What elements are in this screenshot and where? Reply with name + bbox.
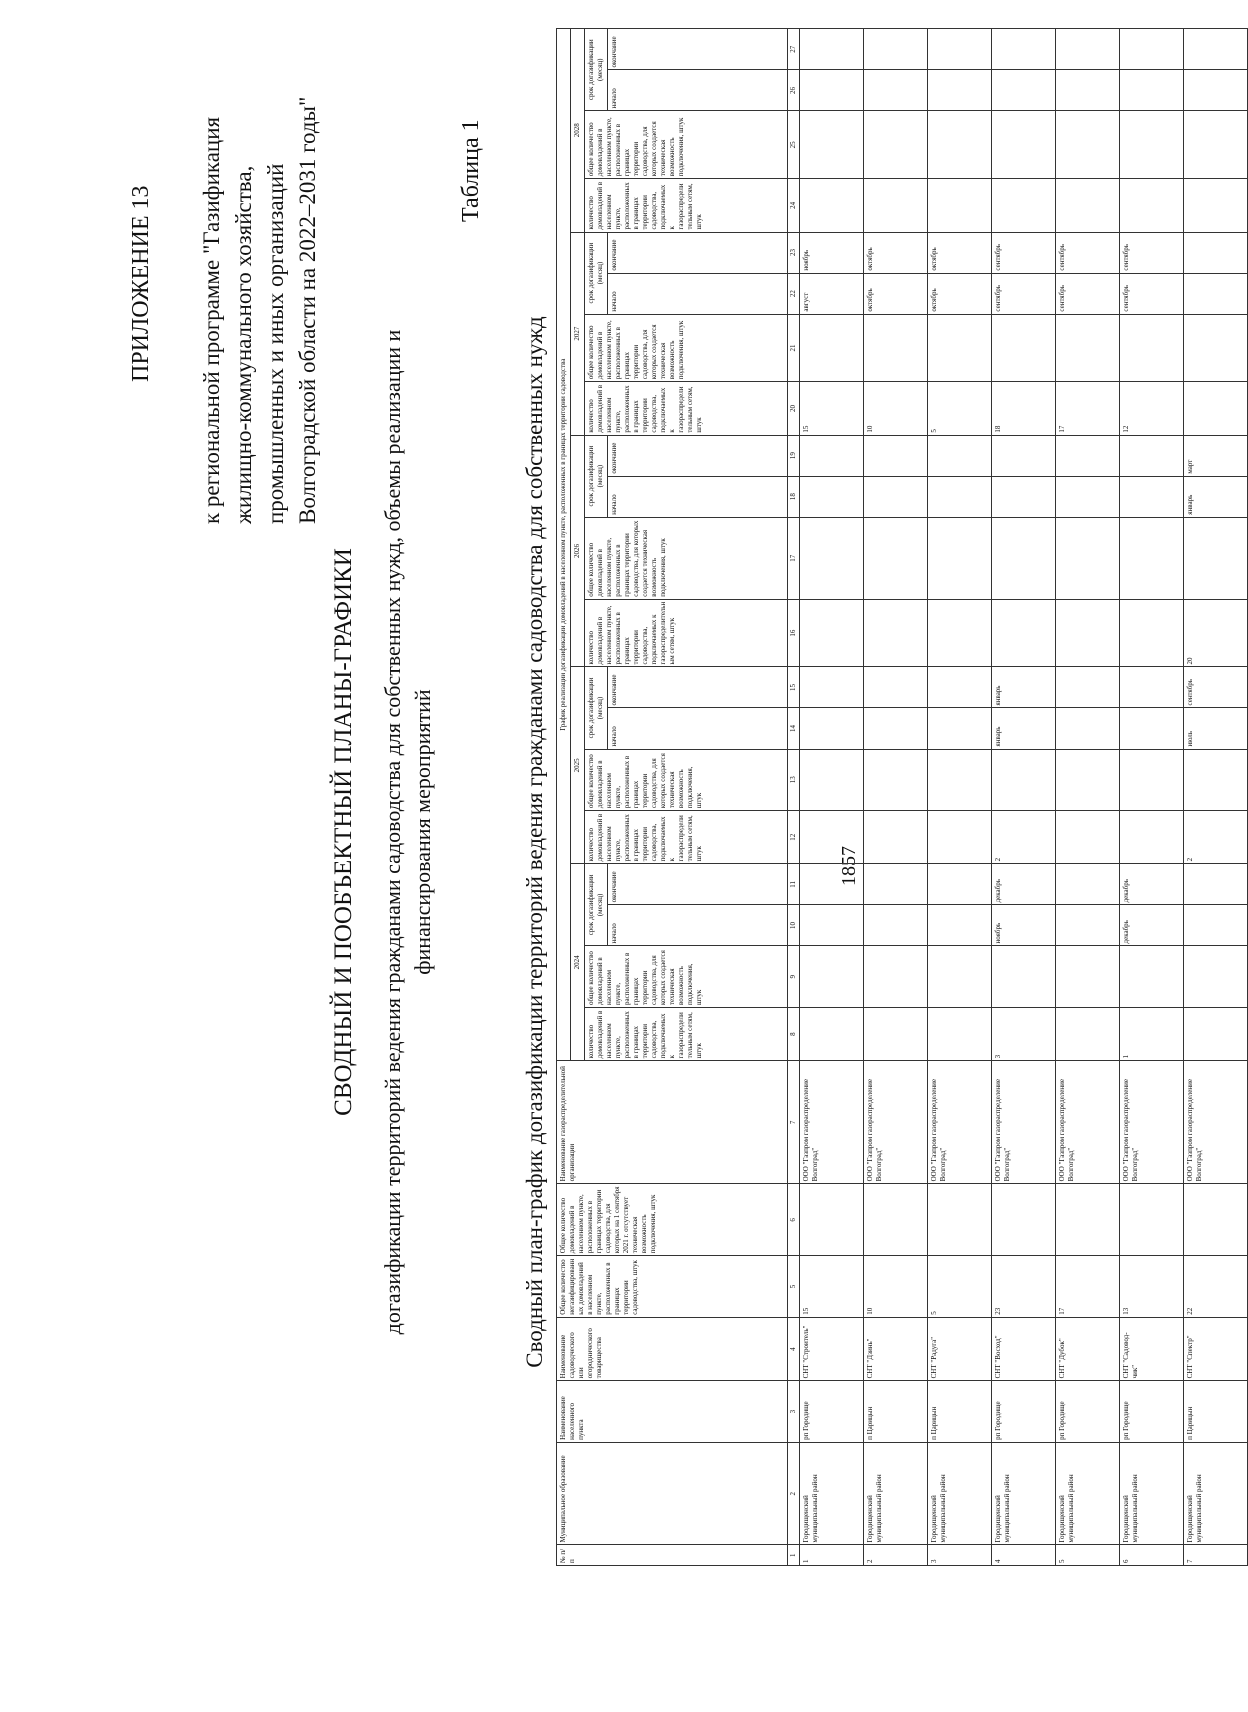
col-number: 2 — [788, 1442, 800, 1545]
cell-empty — [1184, 29, 1248, 70]
cell-empty — [1184, 70, 1248, 111]
col-number: 4 — [788, 1317, 800, 1381]
cell-c15: январь — [992, 667, 1056, 708]
cell-c20: 18 — [992, 382, 1056, 435]
col-number: 24 — [788, 179, 800, 232]
cell-empty — [1120, 70, 1184, 111]
cell-c15 — [928, 667, 992, 708]
program-line: к региональной программе "Газификация — [199, 116, 224, 524]
header-year: 2026 — [571, 435, 585, 667]
program-line: Волгоградской области на 2022–2031 годы" — [295, 96, 320, 524]
table-caption: Сводный план-график догазификации территорий ведения гражданами садоводства для собственных нужд — [522, 316, 547, 1368]
cell-c16 — [864, 599, 928, 667]
header-total-households: Общее количество негазифицированных домовладений в населенном пункте, расположенных в границах территории садоводства, штук — [557, 1256, 788, 1318]
cell-c23: октябрь — [864, 232, 928, 273]
cell-c6 — [928, 1184, 992, 1256]
cell-n: 1 — [800, 1545, 864, 1566]
cell-snt: СНТ "Дзинь" — [864, 1317, 928, 1381]
cell-empty — [800, 29, 864, 70]
cell-c11 — [800, 864, 864, 905]
cell-c8 — [800, 1008, 864, 1061]
cell-c9 — [864, 946, 928, 1008]
cell-c15 — [864, 667, 928, 708]
cell-c5: 10 — [864, 1256, 928, 1318]
cell-c14 — [1056, 708, 1120, 749]
cell-c19: март — [1184, 435, 1248, 476]
cell-empty — [928, 29, 992, 70]
cell-gdo: ООО "Газпром газораспределение Волгоград" — [1120, 1061, 1184, 1184]
cell-gdo: ООО "Газпром газораспределение Волгоград" — [992, 1061, 1056, 1184]
col-number: 1 — [788, 1545, 800, 1566]
cell-c9 — [1120, 946, 1184, 1008]
cell-c22: сентябрь — [992, 273, 1056, 314]
cell-c8 — [864, 1008, 928, 1061]
cell-c22: сентябрь — [1056, 273, 1120, 314]
appendix-heading: ПРИЛОЖЕНИЕ 13 — [128, 185, 154, 382]
cell-mun: Городищенский муниципальный район — [928, 1442, 992, 1545]
cell-c9 — [928, 946, 992, 1008]
cell-c17 — [1184, 517, 1248, 599]
cell-empty — [1120, 179, 1184, 232]
cell-c16 — [928, 599, 992, 667]
cell-n: 6 — [1120, 1545, 1184, 1566]
cell-empty — [928, 111, 992, 179]
program-line: жилищно-коммунального хозяйства, — [231, 165, 256, 524]
cell-c12: 2 — [1184, 811, 1248, 864]
header-year: 2027 — [571, 232, 585, 435]
col-number: 15 — [788, 667, 800, 708]
cell-c18 — [1120, 476, 1184, 517]
cell-c13 — [1056, 749, 1120, 811]
cell-c6 — [800, 1184, 864, 1256]
cell-settlement: п Царицын — [928, 1381, 992, 1443]
cell-c14: январь — [992, 708, 1056, 749]
cell-settlement: п Царицын — [1184, 1381, 1248, 1443]
cell-gdo: ООО "Газпром газораспределение Волгоград" — [1184, 1061, 1248, 1184]
cell-c17 — [1120, 517, 1184, 599]
cell-settlement: рп Городище — [1120, 1381, 1184, 1443]
header-num: № п/п — [557, 1545, 788, 1566]
cell-c13 — [1184, 749, 1248, 811]
cell-c23: ноябрь — [800, 232, 864, 273]
cell-empty — [800, 70, 864, 111]
cell-c10 — [864, 905, 928, 946]
header-total: общее количество домовладений в населенном пункте, расположенных в границах территории садоводства, для которых создается техническая возможность подключения, штук — [585, 517, 788, 599]
cell-empty — [1056, 111, 1120, 179]
table-row — [1184, 29, 1248, 1566]
cell-c18 — [928, 476, 992, 517]
cell-c20: 17 — [1056, 382, 1120, 435]
cell-empty — [992, 70, 1056, 111]
cell-snt: СНТ "Дубок" — [1056, 1317, 1120, 1381]
cell-c8: 1 — [1120, 1008, 1184, 1061]
cell-settlement: рп Городище — [992, 1381, 1056, 1443]
table-row — [800, 29, 864, 1566]
header-end: окончание — [608, 232, 788, 273]
header-total: общее количество домовладений в населенном пункте, расположенных в границах территории садоводства, для которых создается техническая возможность подключения, штук — [585, 946, 788, 1008]
cell-c11: декабрь — [1120, 864, 1184, 905]
cell-snt: СНТ "Садовод-чик" — [1120, 1317, 1184, 1381]
header-year: 2025 — [571, 667, 585, 864]
table-row — [928, 29, 992, 1566]
col-number: 7 — [788, 1061, 800, 1184]
table-label: Таблица 1 — [458, 119, 484, 222]
cell-c20: 10 — [864, 382, 928, 435]
header-term: срок догазификации (месяц) — [585, 435, 608, 517]
cell-c13 — [800, 749, 864, 811]
table-row — [1120, 29, 1184, 1566]
cell-c10 — [928, 905, 992, 946]
cell-c23 — [1184, 232, 1248, 273]
cell-c21 — [800, 314, 864, 382]
cell-gdo: ООО "Газпром газораспределение Волгоград" — [1056, 1061, 1120, 1184]
cell-c15 — [1056, 667, 1120, 708]
cell-c17 — [864, 517, 928, 599]
cell-c9 — [1056, 946, 1120, 1008]
header-households: количество домовладений в населенном пункте, расположенных в границах территории садоводства, подключаемых к газораспределительным сетям, штук — [585, 382, 788, 435]
header-total: общее количество домовладений в населенном пункте, расположенных в границах территории садоводства, для которых создается техническая возможность подключения, штук — [585, 111, 788, 179]
header-households: количество домовладений в населенном пункте, расположенных в границах территории садоводства, подключаемых к газораспределительным сетям, штук — [585, 599, 788, 667]
cell-c21 — [1120, 314, 1184, 382]
cell-c17 — [1056, 517, 1120, 599]
cell-empty — [800, 111, 864, 179]
header-households: количество домовладений в населенном пункте, расположенных в границах территории садоводства, подключаемых к газораспределительным сетям, штук — [585, 1008, 788, 1061]
cell-c9 — [1184, 946, 1248, 1008]
cell-c19 — [864, 435, 928, 476]
cell-c23: сентябрь — [1120, 232, 1184, 273]
cell-n: 4 — [992, 1545, 1056, 1566]
header-schedule: График реализации догазификации домовладений в населенном пункте, расположенных в границах территории садоводства — [557, 29, 571, 1061]
cell-c12 — [800, 811, 864, 864]
cell-c18 — [864, 476, 928, 517]
cell-c5: 15 — [800, 1256, 864, 1318]
cell-c15 — [1120, 667, 1184, 708]
cell-c8 — [928, 1008, 992, 1061]
cell-c13 — [1120, 749, 1184, 811]
col-number: 23 — [788, 232, 800, 273]
cell-empty — [1056, 70, 1120, 111]
cell-empty — [992, 179, 1056, 232]
cell-c9 — [992, 946, 1056, 1008]
cell-c22 — [1184, 273, 1248, 314]
cell-settlement: п Царицын — [864, 1381, 928, 1443]
col-number: 16 — [788, 599, 800, 667]
cell-c5: 22 — [1184, 1256, 1248, 1318]
cell-c19 — [928, 435, 992, 476]
cell-c5: 13 — [1120, 1256, 1184, 1318]
cell-empty — [864, 70, 928, 111]
cell-c10 — [1056, 905, 1120, 946]
cell-c19 — [1056, 435, 1120, 476]
cell-c20 — [1184, 382, 1248, 435]
col-number: 17 — [788, 517, 800, 599]
cell-c11 — [864, 864, 928, 905]
program-reference — [196, 44, 324, 524]
header-partnership: Наименование садоводческого или огороднического товарищества — [557, 1317, 788, 1381]
cell-mun: Городищенский муниципальный район — [992, 1442, 1056, 1545]
cell-c12: 2 — [992, 811, 1056, 864]
cell-empty — [1184, 179, 1248, 232]
cell-snt: СНТ "Восход" — [992, 1317, 1056, 1381]
header-start: начало — [608, 476, 788, 517]
cell-settlement: рп Городище — [800, 1381, 864, 1443]
cell-n: 7 — [1184, 1545, 1248, 1566]
cell-c23: сентябрь — [992, 232, 1056, 273]
header-term: срок догазификации (месяц) — [585, 232, 608, 314]
cell-c13 — [992, 749, 1056, 811]
cell-mun: Городищенский муниципальный район — [800, 1442, 864, 1545]
cell-empty — [864, 179, 928, 232]
cell-c18 — [1056, 476, 1120, 517]
header-households: количество домовладений в населенном пункте, расположенных в границах территории садоводства, подключаемых к газораспределительным сетям, штук — [585, 811, 788, 864]
cell-c16 — [1056, 599, 1120, 667]
cell-c17 — [928, 517, 992, 599]
cell-c18 — [800, 476, 864, 517]
cell-mun: Городищенский муниципальный район — [1120, 1442, 1184, 1545]
header-year: 2028 — [571, 29, 585, 233]
cell-c8: 3 — [992, 1008, 1056, 1061]
cell-empty — [928, 70, 992, 111]
cell-c18 — [992, 476, 1056, 517]
cell-c12 — [864, 811, 928, 864]
cell-c20: 12 — [1120, 382, 1184, 435]
cell-c10: декабрь — [1120, 905, 1184, 946]
page-number: 1857 — [838, 846, 860, 886]
cell-c10 — [800, 905, 864, 946]
col-number: 6 — [788, 1184, 800, 1256]
table-row — [864, 29, 928, 1566]
cell-c20: 5 — [928, 382, 992, 435]
cell-c19 — [800, 435, 864, 476]
col-number: 14 — [788, 708, 800, 749]
header-households: количество домовладений в населенном пункте, расположенных в границах территории садоводства, подключаемых к газораспределительным сетям, штук — [585, 179, 788, 232]
cell-gdo: ООО "Газпром газораспределение Волгоград" — [864, 1061, 928, 1184]
cell-c8 — [1184, 1008, 1248, 1061]
cell-c14 — [800, 708, 864, 749]
cell-snt: СНТ "Радуга" — [928, 1317, 992, 1381]
cell-gdo: ООО "Газпром газораспределение Волгоград" — [800, 1061, 864, 1184]
cell-c23: сентябрь — [1056, 232, 1120, 273]
cell-c6 — [1120, 1184, 1184, 1256]
header-term: срок догазификации (месяц) — [585, 667, 608, 749]
cell-c11 — [928, 864, 992, 905]
col-number: 3 — [788, 1381, 800, 1443]
cell-c23: октябрь — [928, 232, 992, 273]
cell-c16 — [800, 599, 864, 667]
header-year: 2024 — [571, 864, 585, 1061]
cell-mun: Городищенский муниципальный район — [864, 1442, 928, 1545]
cell-empty — [1120, 29, 1184, 70]
cell-c6 — [864, 1184, 928, 1256]
col-number: 11 — [788, 864, 800, 905]
cell-c18: январь — [1184, 476, 1248, 517]
cell-c16: 20 — [1184, 599, 1248, 667]
header-end: окончание — [608, 667, 788, 708]
header-end: окончание — [608, 29, 788, 70]
cell-c5: 17 — [1056, 1256, 1120, 1318]
cell-c5: 23 — [992, 1256, 1056, 1318]
cell-c11: декабрь — [992, 864, 1056, 905]
document-title: СВОДНЫЙ И ПООБЪЕКТНЫЙ ПЛАНЫ-ГРАФИКИ — [330, 548, 357, 1116]
cell-c14 — [1120, 708, 1184, 749]
cell-c21 — [1056, 314, 1120, 382]
cell-c11 — [1056, 864, 1120, 905]
cell-c12 — [1056, 811, 1120, 864]
header-start: начало — [608, 273, 788, 314]
cell-n: 5 — [1056, 1545, 1120, 1566]
cell-c21 — [1184, 314, 1248, 382]
cell-empty — [1184, 111, 1248, 179]
header-term: срок догазификации (месяц) — [585, 29, 608, 112]
cell-c13 — [864, 749, 928, 811]
cell-empty — [864, 29, 928, 70]
cell-c15: сентябрь — [1184, 667, 1248, 708]
col-number: 13 — [788, 749, 800, 811]
col-number: 20 — [788, 382, 800, 435]
col-number: 5 — [788, 1256, 800, 1318]
header-term: срок догазификации (месяц) — [585, 864, 608, 946]
col-number: 10 — [788, 905, 800, 946]
cell-c14: июль — [1184, 708, 1248, 749]
cell-mun: Городищенский муниципальный район — [1056, 1442, 1120, 1545]
cell-c12 — [928, 811, 992, 864]
header-start: начало — [608, 70, 788, 111]
col-number: 21 — [788, 314, 800, 382]
cell-n: 3 — [928, 1545, 992, 1566]
header-start: начало — [608, 708, 788, 749]
cell-c22: октябрь — [928, 273, 992, 314]
cell-c8 — [1056, 1008, 1120, 1061]
cell-c16 — [992, 599, 1056, 667]
col-number: 12 — [788, 811, 800, 864]
header-total-tech: Общее количество домовладений в населенном пункте, расположенных в границах территории садоводства, для которых на 1 сентября 2021 г. отсутствует техническая возможность подключения, штук — [557, 1184, 788, 1256]
cell-mun: Городищенский муниципальный район — [1184, 1442, 1248, 1545]
cell-n: 2 — [864, 1545, 928, 1566]
cell-empty — [1120, 111, 1184, 179]
cell-empty — [1056, 29, 1120, 70]
header-end: окончание — [608, 864, 788, 905]
col-number: 19 — [788, 435, 800, 476]
cell-c14 — [864, 708, 928, 749]
cell-c16 — [1120, 599, 1184, 667]
table-row — [992, 29, 1056, 1566]
cell-c17 — [992, 517, 1056, 599]
cell-c21 — [992, 314, 1056, 382]
cell-c22: сентябрь — [1120, 273, 1184, 314]
table-body — [800, 29, 1248, 1566]
col-number: 9 — [788, 946, 800, 1008]
col-number: 25 — [788, 111, 800, 179]
cell-c17 — [800, 517, 864, 599]
cell-snt: СНТ "Спектр" — [1184, 1317, 1248, 1381]
cell-c20: 15 — [800, 382, 864, 435]
header-settlement: Наименование населенного пункта — [557, 1381, 788, 1443]
header-start: начало — [608, 905, 788, 946]
cell-c10 — [1184, 905, 1248, 946]
col-number: 8 — [788, 1008, 800, 1061]
header-total: общее количество домовладений в населенном пункте, расположенных в границах территории садоводства, для которых создается техническая возможность подключения, штук — [585, 314, 788, 382]
col-number: 27 — [788, 29, 800, 70]
table-row — [1056, 29, 1120, 1566]
col-number: 26 — [788, 70, 800, 111]
program-line: промышленных и иных организаций — [263, 163, 288, 524]
col-number: 18 — [788, 476, 800, 517]
cell-c6 — [1184, 1184, 1248, 1256]
cell-c11 — [1184, 864, 1248, 905]
cell-settlement: рп Городище — [1056, 1381, 1120, 1443]
cell-gdo: ООО "Газпром газораспределение Волгоград" — [928, 1061, 992, 1184]
cell-empty — [992, 111, 1056, 179]
header-gdo: Наименование газораспределительной организации — [557, 1061, 788, 1184]
header-total: общее количество домовладений в населенном пункте, расположенных в границах территории садоводства, для которых создается техническая возможность подключения, штук — [585, 749, 788, 811]
cell-empty — [928, 179, 992, 232]
cell-c19 — [992, 435, 1056, 476]
cell-c6 — [992, 1184, 1056, 1256]
cell-c13 — [928, 749, 992, 811]
header-municipality: Муниципальное образование — [557, 1442, 788, 1545]
cell-c22: август — [800, 273, 864, 314]
cell-empty — [800, 179, 864, 232]
document-subtitle: догазификации территорий ведения гражданами садоводства для собственных нужд, объемы реализации и финансирования мероприятий — [380, 329, 435, 1335]
cell-empty — [1056, 179, 1120, 232]
cell-empty — [992, 29, 1056, 70]
cell-c14 — [928, 708, 992, 749]
col-number: 22 — [788, 273, 800, 314]
cell-c21 — [928, 314, 992, 382]
cell-c22: октябрь — [864, 273, 928, 314]
cell-empty — [864, 111, 928, 179]
cell-c5: 5 — [928, 1256, 992, 1318]
schedule-table — [556, 28, 1248, 1566]
cell-c9 — [800, 946, 864, 1008]
cell-c19 — [1120, 435, 1184, 476]
header-end: окончание — [608, 435, 788, 476]
cell-c15 — [800, 667, 864, 708]
cell-c21 — [864, 314, 928, 382]
cell-snt: СНТ "Строитель" — [800, 1317, 864, 1381]
cell-c6 — [1056, 1184, 1120, 1256]
cell-c12 — [1120, 811, 1184, 864]
cell-c10: ноябрь — [992, 905, 1056, 946]
